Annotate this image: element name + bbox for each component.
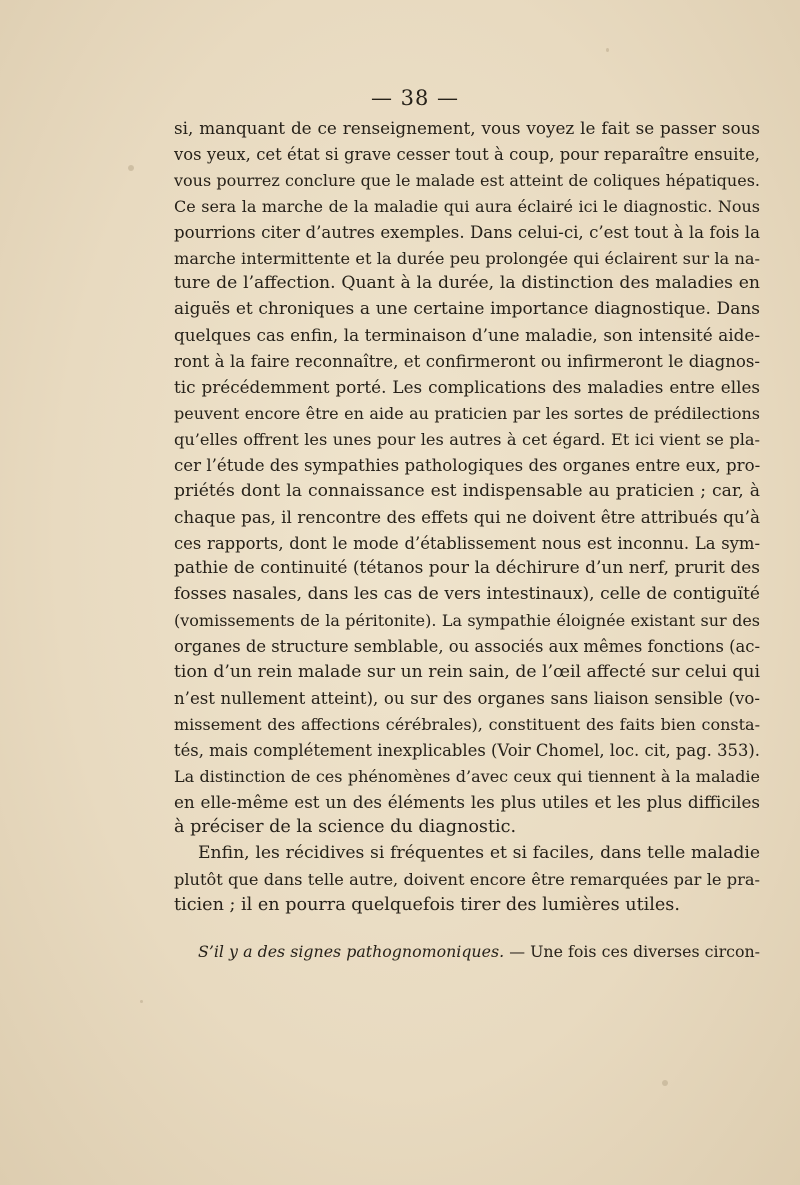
text-line: si, manquant de ce renseignement, vous voyez le fait se passer sous [174, 118, 760, 138]
text-line: à préciser de la science du diagnostic. [174, 817, 517, 838]
text-line: tion d’un rein malade sur un rein sain, de l’œil affecté sur celui qui [174, 662, 760, 683]
text-line: ces rapports, dont le mode d’établissement nous est inconnu. La sym- [174, 533, 760, 553]
text-line: aiguës et chroniques a une certaine importance diagnostique. Dans [174, 299, 760, 320]
text-line: quelques cas enfin, la terminaison d’une maladie, son intensité aide- [174, 325, 760, 346]
text-line: Ce sera la marche de la maladie qui aura éclairé ici le diagnostic. Nous [174, 196, 760, 216]
paper-stain [662, 1080, 668, 1086]
section-heading [174, 939, 760, 965]
text-line: missement des affections cérébrales), constituent des faits bien consta- [174, 714, 760, 734]
section-heading-continuation: — Une fois ces diverses circon- [504, 942, 761, 962]
text-line: marche intermittente et la durée peu prolongée qui éclairent sur la na- [174, 248, 760, 268]
text-line: ticien ; il en pourra quelquefois tirer des lumières utiles. [174, 895, 680, 916]
text-line: en elle-même est un des éléments les plus utiles et les plus difficiles [174, 791, 760, 812]
section-title: S’il y a des signes pathognomoniques. [198, 942, 505, 962]
paper-stain [128, 165, 134, 171]
text-line: La distinction de ces phénomènes d’avec ceux qui tiennent à la maladie [174, 766, 760, 786]
page-number: — 38 — [370, 86, 460, 110]
paper-stain [606, 48, 609, 52]
text-line: plutôt que dans telle autre, doivent encore être remarquées par le pra- [174, 870, 760, 890]
text-line: (vomissements de la péritonite). La sympathie éloignée existant sur des [174, 611, 760, 631]
text-line: qu’elles offrent les unes pour les autres à cet égard. Et ici vient se pla- [174, 429, 760, 449]
text-line: cer l’étude des sympathies pathologiques des organes entre eux, pro- [174, 455, 761, 475]
paper-stain [140, 1000, 143, 1003]
text-line: vous pourrez conclure que le malade est atteint de coliques hépatiques. [174, 170, 760, 190]
text-line: priétés dont la connaissance est indispensable au praticien ; car, à [174, 480, 760, 501]
text-line: pathie de continuité (tétanos pour la déchirure d’un nerf, prurit des [174, 558, 760, 579]
text-line: fosses nasales, dans les cas de vers intestinaux), celle de contiguïté [174, 584, 760, 605]
text-line: organes de structure semblable, ou associés aux mêmes fonctions (ac- [174, 637, 760, 657]
text-line: vos yeux, cet état si grave cesser tout à coup, pour reparaître ensuite, [174, 144, 760, 164]
text-line: ture de l’affection. Quant à la durée, la distinction des maladies en [174, 273, 760, 294]
text-line: chaque pas, il rencontre des effets qui ne doivent être attribués qu’à [174, 506, 760, 527]
text-line: Enfin, les récidives si fréquentes et si faciles, dans telle maladie [198, 843, 760, 864]
text-line: n’est nullement atteint), ou sur des organes sans liaison sensible (vo- [174, 688, 760, 708]
text-line: ront à la faire reconnaître, et confirmeront ou infirmeront le diagnos- [174, 352, 760, 372]
paragraph-gap [174, 919, 760, 939]
text-line: tés, mais complétement inexplicables (Voir Chomel, loc. cit, pag. 353). [174, 740, 760, 760]
text-line: peuvent encore être en aide au praticien par les sortes de prédilections [174, 403, 760, 423]
text-line: tic précédemment porté. Les complications des maladies entre elles [174, 377, 760, 398]
body-text [174, 116, 760, 965]
text-line: pourrions citer d’autres exemples. Dans celui-ci, c’est tout à la fois la [174, 222, 760, 242]
